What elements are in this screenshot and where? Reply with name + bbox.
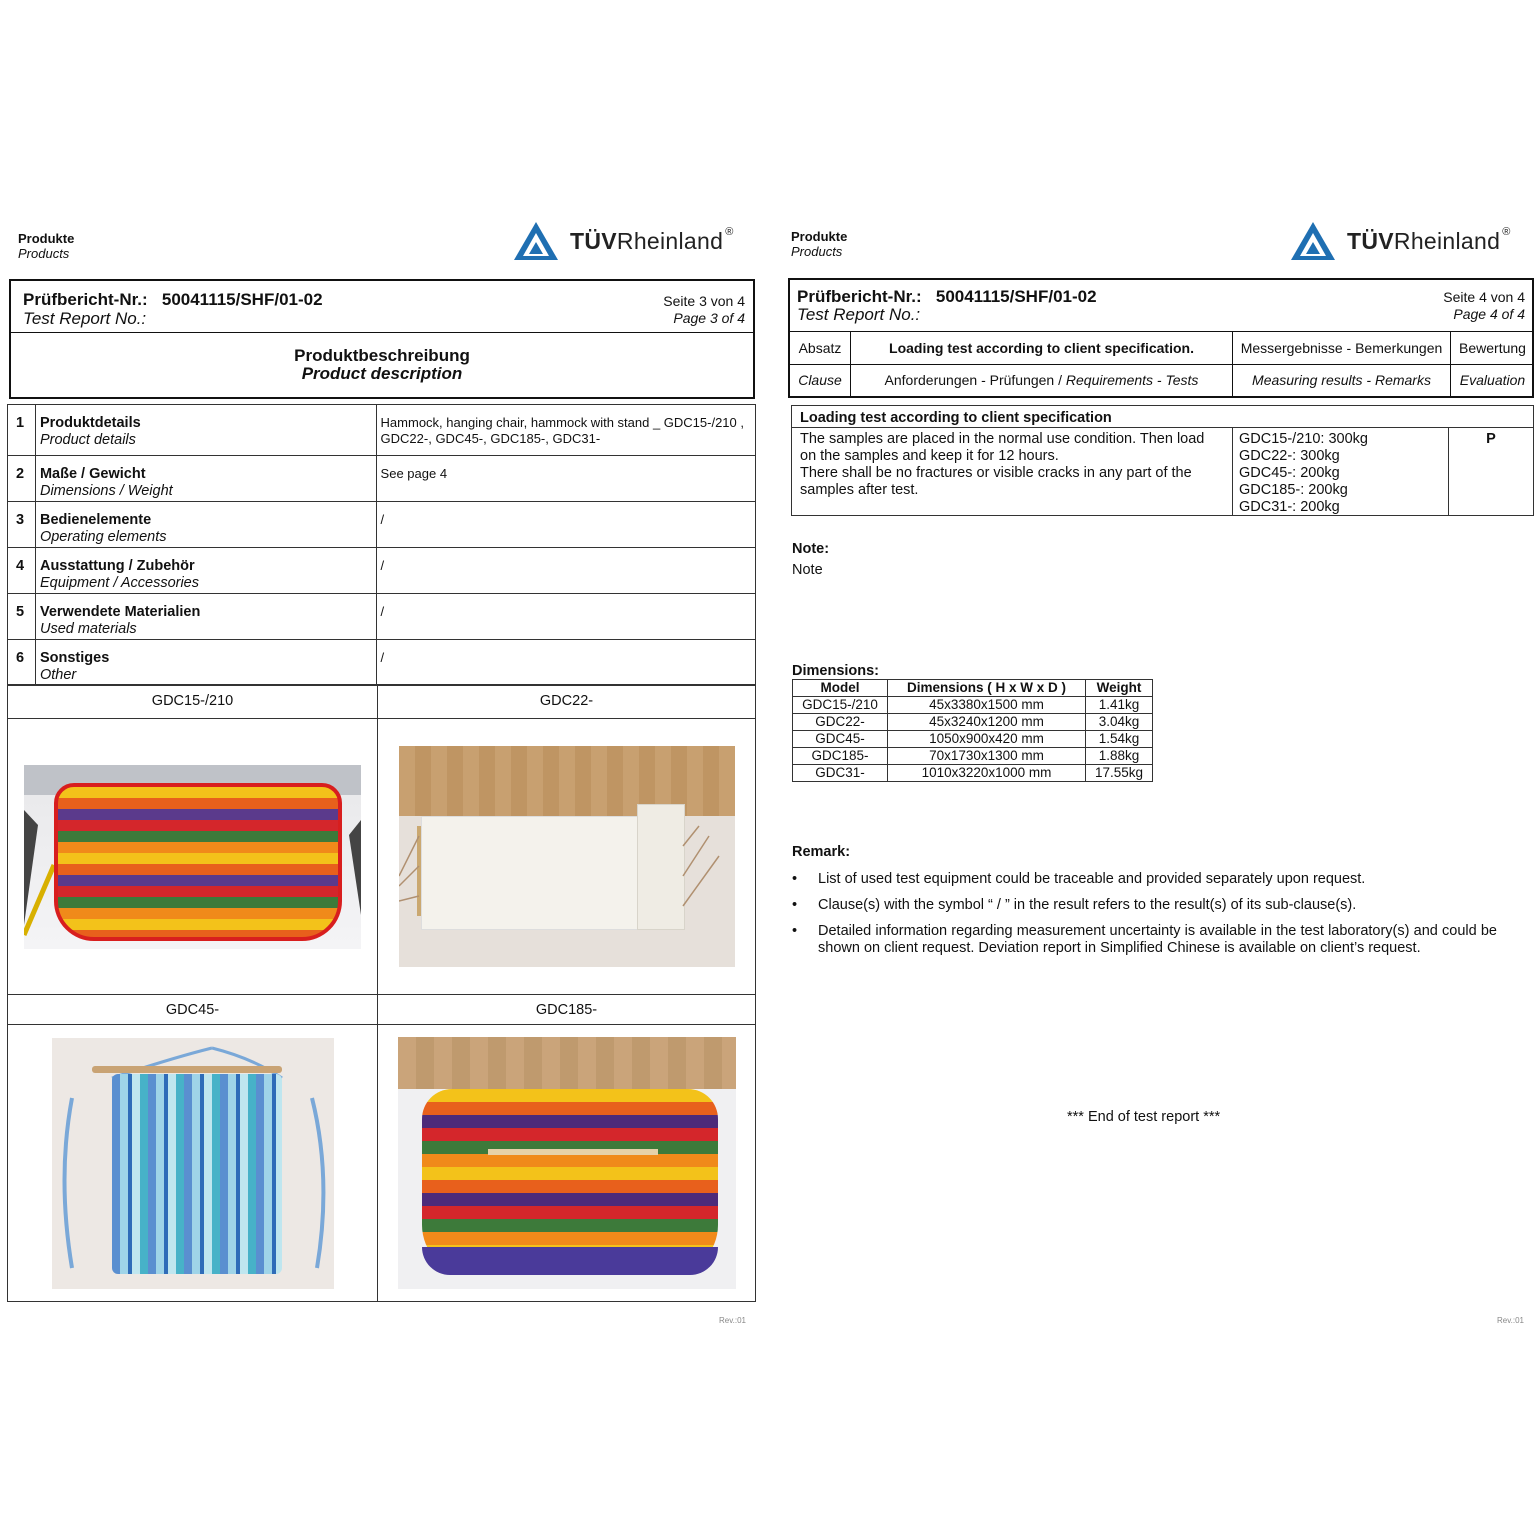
report-number-block <box>797 288 1097 324</box>
report-label-de: Prüfbericht-Nr.: <box>23 290 148 309</box>
list-item: • Detailed information regarding measurement uncertainty is available in the test laboratory(s) and could be shown on client request. Deviation report in Simplified Chinese is available on client’s request. <box>792 923 1497 957</box>
hammock-photo-gdc22 <box>399 746 735 967</box>
remark-title: Remark: <box>792 844 851 860</box>
table-row: 6 Sonstiges Other / <box>8 640 756 686</box>
list-item: • Clause(s) with the symbol “ / ” in the result refers to the result(s) of its sub-clause(s). <box>792 897 1497 914</box>
loading-test-requirements: The samples are placed in the normal use condition. Then load on the samples and keep it for 12 hours. There shall be no fractures or visible cracks in any part of the samples after test. <box>800 431 1205 498</box>
page-number <box>1443 289 1525 323</box>
col-requirements: Anforderungen - Prüfungen / Requirements - Tests <box>884 372 1199 388</box>
loading-test-results: GDC15-/210: 300kg GDC22-: 300kg GDC45-: 200kg GDC185-: 200kg GDC31-: 200kg <box>1239 431 1368 515</box>
section-title-en: Product description <box>301 364 463 383</box>
col-title: Loading test according to client specification. <box>889 340 1194 356</box>
col-bewertung: Bewertung <box>1459 340 1526 356</box>
note-title: Note: <box>792 541 830 557</box>
col-messergebnisse: Messergebnisse - Bemerkungen <box>1240 340 1443 356</box>
list-item: • List of used test equipment could be traceable and provided separately upon request. <box>792 871 1497 888</box>
products-de: Produkte <box>791 229 848 244</box>
hammock-photo-gdc15 <box>24 765 361 949</box>
note-text: Note <box>792 562 823 578</box>
page-number <box>663 293 745 327</box>
tuv-logo <box>1289 220 1511 262</box>
page-de: Seite 3 von 4 <box>663 293 745 309</box>
photo-caption: GDC45- <box>165 1002 220 1018</box>
table-row: 2 Maße / Gewicht Dimensions / Weight See page 4 <box>8 456 756 502</box>
photo-grid <box>7 684 756 1302</box>
tuv-wordmark: TÜVRheinland ® <box>1347 225 1511 254</box>
report-number-block <box>23 290 323 328</box>
page-de: Seite 4 von 4 <box>1443 289 1525 305</box>
report-label-en: Test Report No.: <box>797 305 921 324</box>
loading-test-table <box>791 405 1534 516</box>
photo-caption: GDC22- <box>539 693 594 709</box>
dimensions-table: Model Dimensions ( H x W x D ) Weight GDC15-/210 45x3380x1500 mm 1.41kg GDC22- 45x3240x1200 mm 3.04kg GDC45- 1050x900x420 mm 1.54kg GDC185- 70x1730x1300 mm 1.88kg GDC31- 1010x3220x1000 mm 17.55kg <box>792 679 1153 782</box>
product-table <box>7 404 756 686</box>
tuv-triangle-icon <box>1289 220 1337 262</box>
dimensions-title: Dimensions: <box>792 663 880 679</box>
products-de: Produkte <box>18 231 75 246</box>
revision-label: Rev.:01 <box>719 1316 746 1325</box>
table-row: GDC45- 1050x900x420 mm 1.54kg <box>793 731 1153 748</box>
products-label <box>18 231 74 261</box>
hanging-chair-photo-gdc45 <box>52 1038 334 1289</box>
page-en: Page 3 of 4 <box>673 310 745 326</box>
table-row: GDC22- 45x3240x1200 mm 3.04kg <box>793 714 1153 731</box>
tuv-logo <box>512 220 734 262</box>
report-header-box <box>788 278 1534 398</box>
table-row: GDC31- 1010x3220x1000 mm 17.55kg <box>793 765 1153 782</box>
table-row: 3 Bedienelemente Operating elements / <box>8 502 756 548</box>
products-label <box>791 229 847 259</box>
photo-caption: GDC185- <box>535 1002 598 1018</box>
loading-test-title: Loading test according to client specification <box>800 410 1112 426</box>
photo-caption: GDC15-/210 <box>151 693 234 709</box>
section-title <box>11 347 753 383</box>
table-row: 1 Produktdetails Product details Hammock, hanging chair, hammock with stand _ GDC15-/210 , GDC22-, GDC45-, GDC185-, GDC31- <box>8 405 756 456</box>
products-en: Products <box>791 244 843 259</box>
table-row: GDC15-/210 45x3380x1500 mm 1.41kg <box>793 697 1153 714</box>
tuv-wordmark: TÜVRheinland ® <box>570 225 734 254</box>
report-label-en: Test Report No.: <box>23 309 147 328</box>
hammock-stand-photo-gdc185 <box>398 1037 736 1289</box>
table-row: 4 Ausstattung / Zubehör Equipment / Accessories / <box>8 548 756 594</box>
report-number: 50041115/SHF/01-02 <box>161 290 323 309</box>
report-label-de: Prüfbericht-Nr.: <box>797 287 922 306</box>
revision-label: Rev.:01 <box>1497 1316 1524 1325</box>
table-row: 5 Verwendete Materialien Used materials / <box>8 594 756 640</box>
col-evaluation: Evaluation <box>1459 372 1526 388</box>
report-header-box <box>9 279 755 399</box>
end-of-report: *** End of test report *** <box>1067 1109 1221 1125</box>
section-title-de: Produktbeschreibung <box>294 346 470 365</box>
col-clause: Clause <box>798 372 842 388</box>
verdict: P <box>1486 431 1496 447</box>
report-number: 50041115/SHF/01-02 <box>935 287 1097 306</box>
page-en: Page 4 of 4 <box>1453 306 1525 322</box>
tuv-triangle-icon <box>512 220 560 262</box>
table-row: GDC185- 70x1730x1300 mm 1.88kg <box>793 748 1153 765</box>
products-en: Products <box>18 246 70 261</box>
col-measuring-results: Measuring results - Remarks <box>1252 372 1431 388</box>
col-absatz: Absatz <box>798 340 842 356</box>
remark-list <box>792 871 1497 966</box>
